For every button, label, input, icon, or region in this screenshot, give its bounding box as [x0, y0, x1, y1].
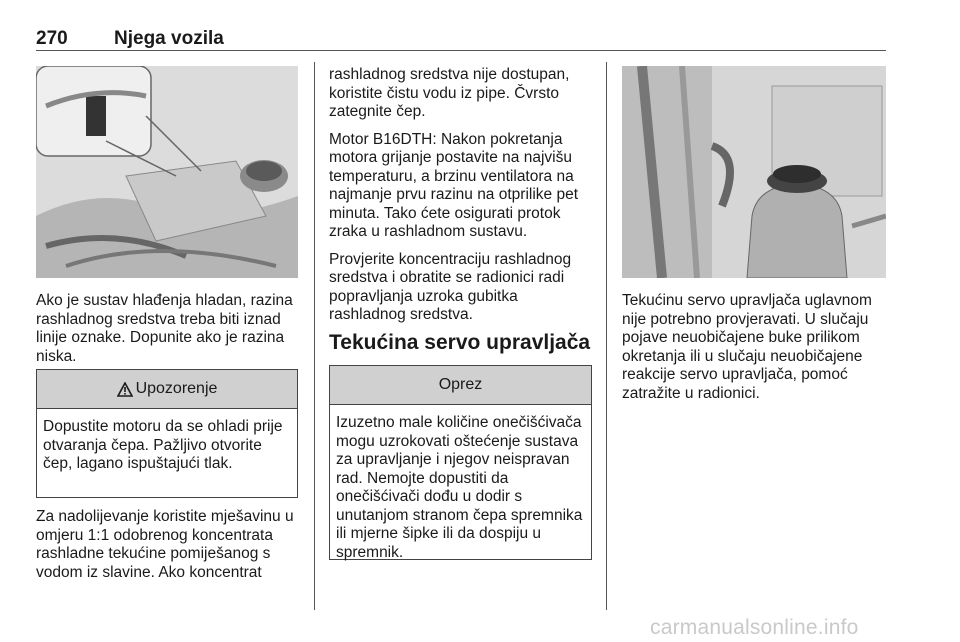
coolant-reservoir-photo	[36, 66, 298, 278]
page-number: 270	[36, 28, 68, 49]
warning-triangle-icon	[117, 382, 133, 397]
warning-box-header	[37, 370, 297, 409]
page-title: Njega vozila	[114, 28, 224, 49]
power-steering-reservoir-photo	[622, 66, 886, 278]
paragraph: Provjerite koncentraciju rashladnog sredstva i obratite se radionici radi popravljanja uzroka gubitka rashladnog sredstva.	[329, 250, 572, 323]
page-header	[36, 24, 886, 51]
column-1-text-bottom	[36, 508, 300, 591]
watermark: carmanualsonline.info	[650, 616, 859, 639]
caution-title: Oprez	[438, 376, 483, 393]
column-divider-2	[606, 62, 607, 610]
paragraph: Tekućinu servo upravljača uglavnom nije potrebno provjeravati. U slučaju pojave neuobičajene buke prilikom okretanja ili u slučaju neuobičajene reakcije servo upravljača, pomoć zatražite u radionici.	[622, 292, 872, 402]
warning-body: Dopustite motoru da se ohladi prije otvaranja čepa. Pažljivo otvorite čep, lagano ispuštajući tlak.	[43, 418, 283, 472]
column-1-text	[36, 292, 300, 375]
caution-box	[329, 365, 592, 560]
column-divider-1	[314, 62, 315, 610]
section-heading: Tekućina servo upravljača	[329, 331, 591, 354]
warning-box	[36, 369, 298, 498]
paragraph: Ako je sustav hlađenja hladan, razina rashladnog sredstva treba biti iznad linije oznake. Dopunite ako je razina niska.	[36, 292, 293, 365]
column-2-text	[329, 66, 591, 334]
paragraph: Motor B16DTH: Nakon pokretanja motora grijanje postavite na najvišu temperaturu, a brzinu ventilatora na najmanje prvu razinu na otprilike pet minuta. Tako ćete osigurati protok zraka u rashladnom sustavu.	[329, 130, 578, 240]
column-3-text	[622, 292, 888, 412]
warning-title: Upozorenje	[135, 380, 218, 397]
caution-box-header	[330, 366, 591, 405]
caution-body: Izuzetno male količine onečišćivača mogu uzrokovati oštećenje sustava za upravljanje i njegov neispravan rad. Nemojte dopustiti da onečišćivači dođu u dodir s unutanjom stranom čepa spremnika ili mjerne šipke ili da dospiju u spremnik.	[336, 414, 583, 561]
paragraph: Za nadolijevanje koristite mješavinu u omjeru 1:1 odobrenog koncentrata rashladne tekućine pomiješanog s vodom iz slavine. Ako koncentrat	[36, 508, 294, 581]
paragraph: rashladnog sredstva nije dostupan, koristite čistu vodu iz pipe. Čvrsto zategnite čep.	[329, 66, 570, 120]
